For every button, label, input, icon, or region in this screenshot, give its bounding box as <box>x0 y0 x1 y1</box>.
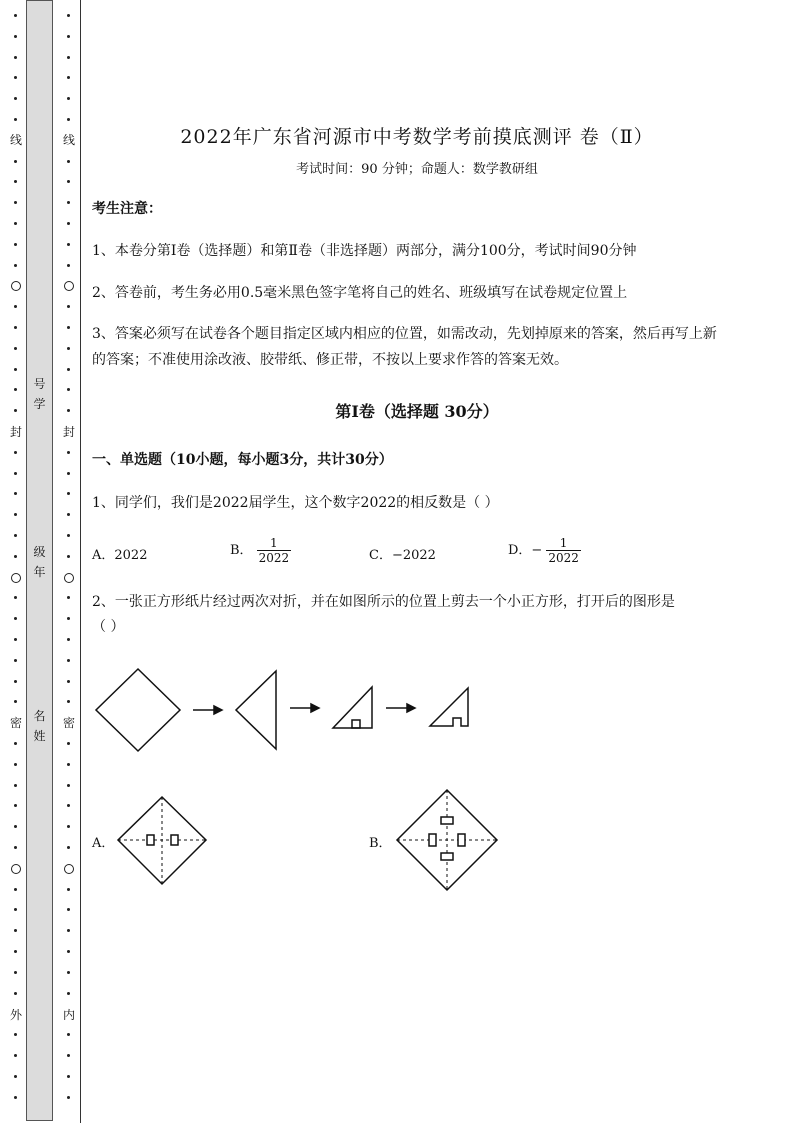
outer-char-seal: 封 <box>9 425 22 439</box>
page-title: 2022年广东省河源市中考数学考前摸底测评 卷（Ⅱ） <box>180 126 654 148</box>
strip-label-hao: 号 <box>33 377 46 391</box>
arrow-head-3 <box>407 704 415 712</box>
q2-option-b-label: B． <box>369 836 392 851</box>
notice-item-3-cont: 的答案；不准使用涂改液、胶带纸、修正带，不按以上要求作答的答案无效。 <box>92 352 568 368</box>
cut-result-shape <box>430 688 468 726</box>
q1-option-c: C．−2022 <box>369 548 436 563</box>
strip-label-xue: 学 <box>33 397 46 411</box>
outer-char-out: 外 <box>9 1008 22 1022</box>
q1-option-a: A．2022 <box>92 548 148 563</box>
q1-option-d-prefix: D．− <box>508 543 543 558</box>
notice-item-2: 2、答卷前，考生务必用0.5毫米黑色签字笔将自己的姓名、班级填写在试卷规定位置上 <box>92 285 628 301</box>
option-a-figure <box>118 797 206 884</box>
question-1-text: 1、同学们，我们是2022届学生，这个数字2022的相反数是（ ） <box>92 495 499 511</box>
question-2-text: 2、一张正方形纸片经过两次对折，并在如图所示的位置上剪去一个小正方形，打开后的图形是 <box>92 594 675 610</box>
inner-char-in: 内 <box>62 1008 75 1022</box>
notice-heading: 考生注意： <box>92 201 162 217</box>
outer-char-secret: 密 <box>9 716 22 730</box>
q1-option-b-prefix: B． <box>230 543 253 558</box>
folded-triangle-shape <box>236 671 276 749</box>
notice-item-3: 3、答案必须写在试卷各个题目指定区域内相应的位置，如需改动，先划掉原来的答案，然后再写上新 <box>92 326 717 342</box>
question-2-text-cont: （ ） <box>92 619 125 635</box>
strip-label-nian: 年 <box>33 565 46 579</box>
q1-b-denominator: 2022 <box>258 551 290 565</box>
part-heading: 一、单选题（10小题，每小题3分，共计30分） <box>92 452 393 468</box>
q1-b-numerator: 1 <box>257 536 292 551</box>
q1-d-denominator: 2022 <box>548 551 579 565</box>
square-paper-shape <box>96 669 180 751</box>
arrow-head-2 <box>311 704 319 712</box>
page-subtitle: 考试时间：90 分钟；命题人：数学教研组 <box>296 162 538 177</box>
inner-char-secret: 密 <box>62 716 75 730</box>
outer-char-line: 线 <box>9 133 22 147</box>
strip-label-ming: 名 <box>33 709 46 723</box>
section-title: 第Ⅰ卷（选择题 30分） <box>335 402 499 421</box>
q1-d-numerator: 1 <box>546 536 581 551</box>
inner-char-seal: 封 <box>62 425 75 439</box>
inner-char-line: 线 <box>62 133 75 147</box>
arrow-head-1 <box>214 706 222 714</box>
strip-label-xing: 姓 <box>33 729 46 743</box>
q2-option-a-label: A． <box>92 836 115 851</box>
notice-item-1: 1、本卷分第Ⅰ卷（选择题）和第Ⅱ卷（非选择题）两部分，满分100分，考试时间90分钟 <box>92 243 637 259</box>
option-b-figure <box>397 790 497 890</box>
strip-label-ji: 级 <box>33 545 46 559</box>
cut-square-mark <box>352 720 360 728</box>
